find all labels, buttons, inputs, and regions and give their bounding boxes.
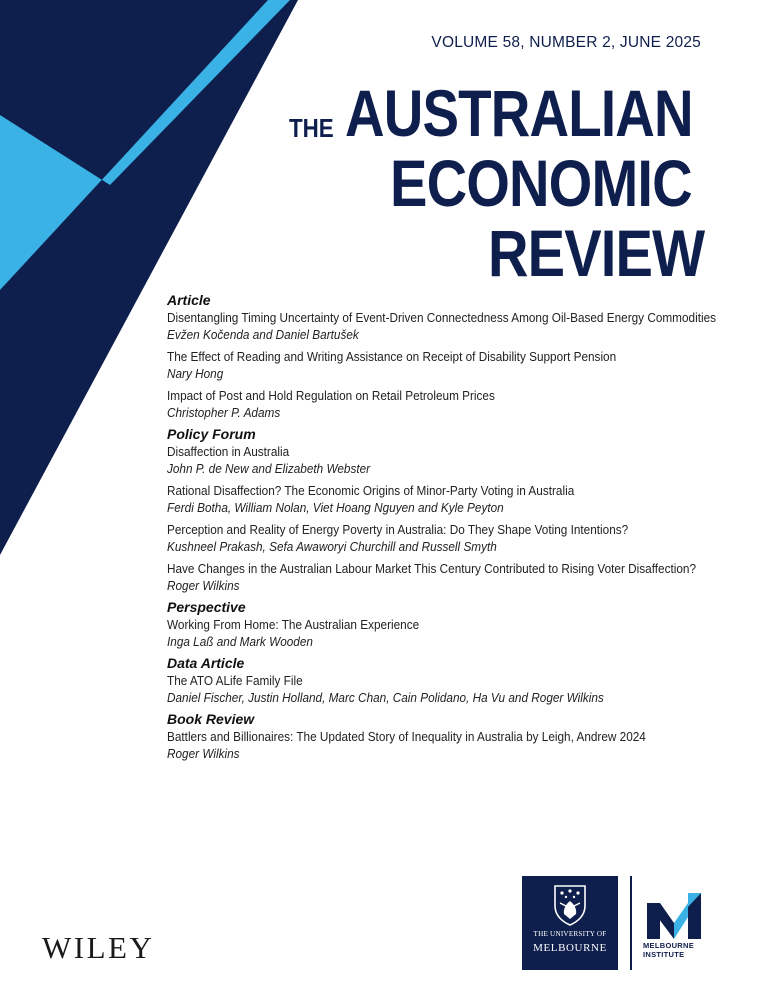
toc-section-data-article bbox=[167, 655, 727, 706]
section-heading: Perspective bbox=[167, 599, 246, 615]
article-title: Impact of Post and Hold Regulation on Retail Petroleum Prices bbox=[167, 388, 495, 403]
journal-title-line2: ECONOMIC bbox=[390, 146, 692, 220]
uom-text-line2: MELBOURNE bbox=[533, 942, 607, 954]
uom-text-line1: THE UNIVERSITY OF bbox=[533, 930, 607, 938]
section-heading: Article bbox=[167, 292, 211, 308]
article-authors: Christopher P. Adams bbox=[167, 405, 281, 420]
mi-text-line2: INSTITUTE bbox=[643, 950, 685, 959]
article-title: Have Changes in the Australian Labour Market This Century Contributed to Rising Voter Disaffection? bbox=[167, 561, 696, 576]
mi-text bbox=[643, 941, 705, 959]
toc-section-perspective bbox=[167, 599, 727, 650]
journal-title-line1: AUSTRALIAN bbox=[345, 76, 693, 150]
mi-logo-mark-icon bbox=[647, 893, 701, 939]
article-title: Working From Home: The Australian Experience bbox=[167, 617, 420, 632]
article-authors: Evžen Kočenda and Daniel Bartušek bbox=[167, 327, 359, 342]
article-authors: John P. de New and Elizabeth Webster bbox=[167, 461, 371, 476]
article-authors: Kushneel Prakash, Sefa Awaworyi Churchill and Russell Smyth bbox=[167, 539, 497, 554]
article-title: Battlers and Billionaires: The Updated Story of Inequality in Australia by Leigh, Andrew 2024 bbox=[167, 729, 646, 744]
section-heading: Policy Forum bbox=[167, 426, 256, 442]
toc-section-article bbox=[167, 292, 727, 421]
volume-info: VOLUME 58, NUMBER 2, JUNE 2025 bbox=[431, 34, 701, 51]
article-title: Disentangling Timing Uncertainty of Event-Driven Connectedness Among Oil-Based Energy Commodities bbox=[167, 310, 717, 325]
article-title: Rational Disaffection? The Economic Origins of Minor-Party Voting in Australia bbox=[167, 483, 575, 498]
article-title: Perception and Reality of Energy Poverty in Australia: Do They Shape Voting Intentions? bbox=[167, 522, 629, 537]
university-of-melbourne-logo bbox=[522, 876, 618, 970]
crest-icon bbox=[552, 884, 588, 926]
melbourne-institute-logo bbox=[643, 893, 705, 971]
section-heading: Book Review bbox=[167, 711, 255, 727]
toc-section-book-review bbox=[167, 711, 727, 762]
logo-divider bbox=[630, 876, 632, 970]
article-authors: Inga Laß and Mark Wooden bbox=[167, 634, 313, 649]
article-authors: Roger Wilkins bbox=[167, 746, 240, 761]
toc-section-policy-forum bbox=[167, 426, 727, 594]
wiley-publisher-logo: WILEY bbox=[42, 930, 155, 965]
article-authors: Roger Wilkins bbox=[167, 578, 240, 593]
article-title: The Effect of Reading and Writing Assistance on Receipt of Disability Support Pension bbox=[167, 349, 617, 364]
article-authors: Nary Hong bbox=[167, 366, 224, 381]
table-of-contents bbox=[167, 292, 727, 767]
article-authors: Daniel Fischer, Justin Holland, Marc Chan, Cain Polidano, Ha Vu and Roger Wilkins bbox=[167, 690, 604, 705]
article-authors: Ferdi Botha, William Nolan, Viet Hoang Nguyen and Kyle Peyton bbox=[167, 500, 504, 515]
section-heading: Data Article bbox=[167, 655, 245, 671]
journal-title-the: THE bbox=[289, 113, 334, 143]
article-title: Disaffection in Australia bbox=[167, 444, 290, 459]
journal-title-line3: REVIEW bbox=[488, 216, 705, 290]
article-title: The ATO ALife Family File bbox=[167, 673, 303, 688]
mi-text-line1: MELBOURNE bbox=[643, 941, 695, 950]
